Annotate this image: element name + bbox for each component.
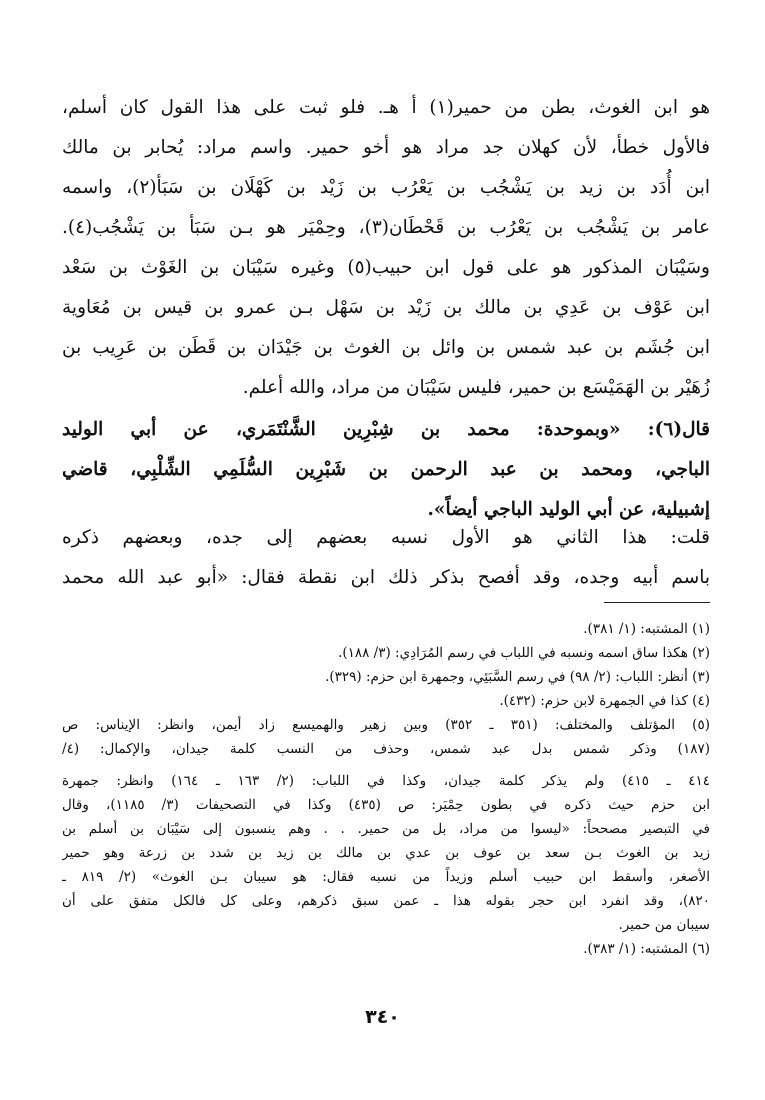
footnote-separator bbox=[604, 602, 710, 603]
footnote-4: (٤) كذا في الجمهرة لابن حزم: (٤٣٢). bbox=[499, 693, 710, 709]
paragraph-2 bbox=[62, 410, 710, 530]
body-line: فالأول خطأ، لأن كهلان جد مراد هو أخو حمير. واسم مراد: يُحابر بن مالك bbox=[62, 137, 710, 158]
page-number: ٣٤٠ bbox=[365, 1006, 400, 1028]
body-line: باسم أبيه وجده، وقد أفصح بذكر ذلك ابن نقطة فقال: «أبو عبد الله محمد bbox=[62, 567, 710, 588]
footnote-5-cont: ابن حزم حيث ذكره في بطون حِمْيَر: ص (٤٣٥) وكذا في التصحيفات (٣/ ١١٨٥)، وقال bbox=[62, 797, 710, 813]
footnote-5-cont: ٤١٤ ـ ٤١٥) ولم يذكر كلمة جيدان، وكذا في اللباب: (٢/ ١٦٣ ـ ١٦٤) وانظر: جمهرة bbox=[62, 773, 710, 789]
paragraph-3 bbox=[62, 518, 710, 598]
footnote-5-cont: سيبان من حمير. bbox=[618, 917, 710, 933]
paragraph-1 bbox=[62, 88, 710, 408]
body-line: ابن أُدَد بن زيد بن يَشْجُب بن يَعْرُب بن زَيْد بن كَهْلَان بن سَبَأ(٢)، واسمه bbox=[62, 177, 710, 198]
footnote-1: (١) المشتبه: (١/ ٣٨١). bbox=[583, 621, 710, 637]
body-line: وسَيْبَان المذكور هو على قول ابن حبيب(٥) وغيره سَيْبَان بن الغَوْث بن سَعْد bbox=[62, 257, 710, 278]
footnote-3: (٣) أنظر: اللباب: (٢/ ٩٨) في رسم السَّبَئِي، وجمهرة ابن حزم: (٣٢٩). bbox=[325, 669, 710, 685]
body-line: هو ابن الغوث، بطن من حمير(١) أ هـ. فلو ثبت على هذا القول كان أسلم، bbox=[62, 97, 710, 118]
footnote-2: (٢) هكذا ساق اسمه ونسبه في اللباب في رسم المُرَادِي: (٣/ ١٨٨). bbox=[338, 645, 710, 661]
body-line: قال(٦): «وبموحدة: محمد بن شِبْرِين الشَّنْتَمَري، عن أبي الوليد bbox=[62, 419, 710, 440]
body-line: عامر بن يَشْجُب بن يَعْرُب بن قَحْطَان(٣)، وحِمْيَر هو بـن سَبَأ بن يَشْجُب(٤). bbox=[62, 217, 710, 238]
footnotes bbox=[62, 617, 710, 961]
body-line: ابن جُشَم بن عبد شمس بن وائل بن الغوث بن جَيْدَان بن قَطَن بن عَرِيب بن bbox=[62, 337, 710, 358]
footnote-6: (٦) المشتبه: (١/ ٣٨٣). bbox=[583, 941, 710, 957]
footnote-5-cont: الأصغر، وأسقط ابن حبيب أسلم وزيداً من نسبه فقال: هو سيبان بـن الغوث» (٢/ ٨١٩ ـ bbox=[62, 869, 710, 885]
footnote-5-cont: زيد بن الغوث بـن سعد بن عوف بن عدي بن مالك بن زيد بن شدد بن زرعة وهو حمير bbox=[62, 845, 710, 861]
body-line: إشبيلية، عن أبي الوليد الباجي أيضاً». bbox=[427, 499, 710, 520]
footnote-5-cont: في التبصير مصححاً: «ليسوا من مراد، بل من حمير. . . وهم ينسبون إلى سَيْبَان بن أسلم بن bbox=[62, 821, 710, 837]
body-line: ابن عَوْف بن عَدِي بن مالك بن زَيْد بن سَهْل بـن عمرو بن قيس بن مُعَاوية bbox=[62, 297, 710, 318]
body-line: زُهَيْر بن الهَمَيْسَع بن حمير، فليس سَيْبَان من مراد، والله أعلم. bbox=[242, 377, 710, 398]
footnote-5-cont: (١٨٧) وذكر شمس بدل عبد شمس، وحذف من النسب كلمة جيدان، والإكمال: (٤/ bbox=[62, 741, 710, 757]
body-line: قلت: هذا الثاني هو الأول نسبه بعضهم إلى جده، وبعضهم ذكره bbox=[62, 527, 710, 548]
body-line: الباجي، ومحمد بن عبد الرحمن بن شَبْرِين السُّلَمِي الشِّلْبِي، قاضي bbox=[62, 459, 710, 480]
footnote-5: (٥) المؤتلف والمختلف: (٣٥١ ـ ٣٥٢) وبين زهير والهميسع زاد أيمن، وانظر: الإيناس: ص bbox=[62, 717, 710, 733]
footnote-5-cont: ٨٢٠)، وقد انفرد ابن حجر بقوله هذا ـ عمن سبق ذكرهم، وعلى كل فالكل متفق على أن bbox=[62, 893, 710, 909]
